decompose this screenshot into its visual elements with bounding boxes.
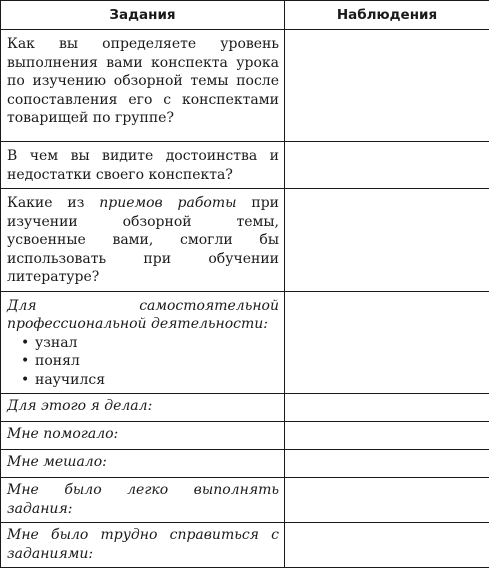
task-cell: [1, 394, 285, 422]
task-text-end: при изучении обзорной темы, усвоенные вами, смогли бы использовать при обучении литературе?: [7, 195, 279, 285]
task-cell: [1, 189, 285, 292]
task-cell: [1, 523, 285, 568]
observation-cell[interactable]: [285, 30, 489, 142]
task-text: В чем вы видите достоинства и недостатки своего конспекта?: [1, 142, 284, 188]
task-text: [1, 189, 284, 291]
list-item: • узнал: [17, 334, 279, 353]
task-text: Для этого я делал:: [1, 394, 284, 420]
task-text: [1, 292, 284, 394]
header-tasks: Задания: [1, 1, 285, 30]
task-text: Мне было трудно справиться с заданиями:: [1, 523, 284, 567]
list-item: • научился: [17, 371, 279, 390]
task-cell: [1, 450, 285, 478]
table-row: [1, 523, 489, 568]
task-cell: [1, 142, 285, 189]
table-row: [1, 450, 489, 478]
table-row: [1, 422, 489, 450]
task-text-start: Какие из: [7, 195, 99, 211]
table-row: [1, 189, 489, 292]
observation-cell[interactable]: [285, 478, 489, 523]
task-cell: [1, 30, 285, 142]
observation-cell[interactable]: [285, 422, 489, 450]
task-text-emphasis: приемов работы: [99, 195, 236, 211]
task-cell: [1, 478, 285, 523]
task-cell: [1, 422, 285, 450]
task-text: Мне помогало:: [1, 422, 284, 448]
table-row: [1, 142, 489, 189]
task-heading: Для самостоятельной профессиональной деятельности:: [7, 297, 279, 334]
observation-cell[interactable]: [285, 394, 489, 422]
observation-cell[interactable]: [285, 189, 489, 292]
list-item: • понял: [17, 352, 279, 371]
task-text: Как вы определяете уровень выполнения вами конспекта урока по изучению обзорной темы после сопоставления его с конспектами товарищей по группе?: [1, 30, 284, 132]
task-text: Мне было легко выполнять задания:: [1, 478, 284, 522]
table-row: [1, 394, 489, 422]
task-text: Мне мешало:: [1, 450, 284, 476]
task-cell: [1, 291, 285, 394]
observation-cell[interactable]: [285, 291, 489, 394]
table-row: [1, 30, 489, 142]
table-row: [1, 478, 489, 523]
observation-cell[interactable]: [285, 142, 489, 189]
header-row: [1, 1, 489, 30]
header-observations: Наблюдения: [285, 1, 489, 30]
table-row: [1, 291, 489, 394]
observation-cell[interactable]: [285, 450, 489, 478]
observation-cell[interactable]: [285, 523, 489, 568]
bullet-list: [7, 334, 279, 390]
